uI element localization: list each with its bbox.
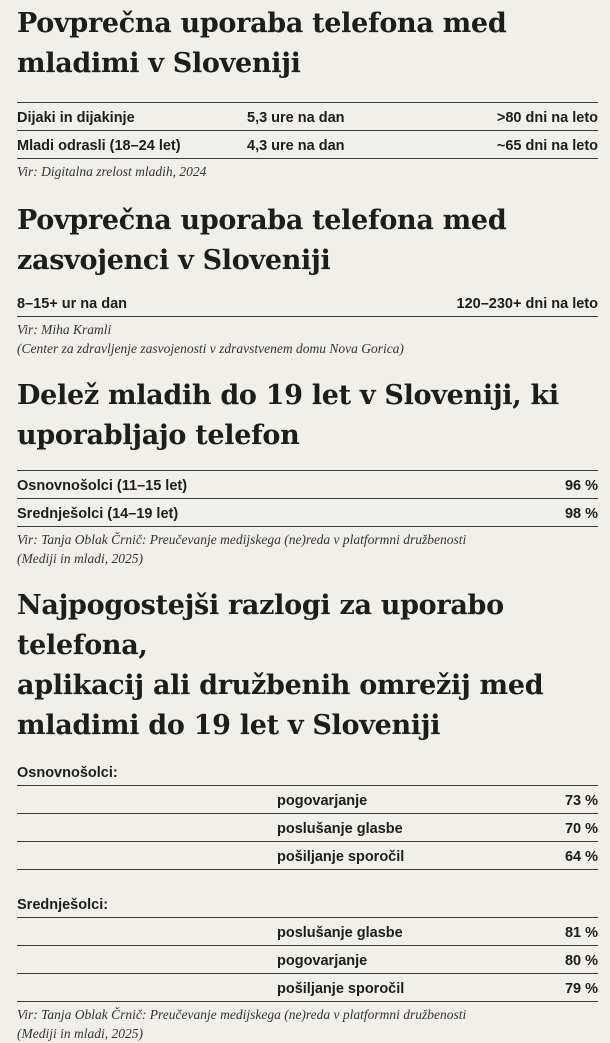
source-note	[17, 1005, 598, 1043]
source-note	[17, 320, 598, 358]
title-line: Povprečna uporaba telefona med	[17, 205, 507, 236]
row-label: Srednješolci (14–19 let)	[17, 506, 179, 522]
reason-value: 64 %	[564, 849, 598, 865]
title-line: Delež mladih do 19 let v Sloveniji, ki	[17, 380, 559, 411]
row-days: >80 dni na leto	[496, 110, 598, 126]
table-row	[17, 470, 598, 499]
source-line: Vir: Miha Kramli	[17, 322, 112, 337]
list-item	[17, 946, 598, 974]
list-item	[17, 786, 598, 814]
table-row	[17, 499, 598, 527]
source-note: Vir: Digitalna zrelost mladih, 2024	[17, 164, 207, 179]
reason-label: pogovarjanje	[277, 793, 368, 809]
source-line: Vir: Tanja Oblak Črnič: Preučevanje medijskega (ne)reda v platformni družbenosti	[17, 532, 467, 547]
title-line: zasvojenci v Sloveniji	[17, 245, 331, 276]
section-title	[17, 586, 598, 746]
reason-label: pošiljanje sporočil	[277, 981, 405, 997]
section-reasons	[17, 568, 598, 1043]
source-line: (Mediji in mladi, 2025)	[17, 551, 143, 566]
reason-value: 80 %	[564, 953, 598, 969]
row-days: ~65 dni na leto	[496, 138, 598, 154]
row-label: Dijaki in dijakinje	[17, 110, 135, 126]
row-value: 98 %	[564, 506, 598, 522]
list-item	[17, 814, 598, 842]
section-title	[17, 4, 598, 84]
row-value: 96 %	[564, 478, 598, 494]
group-heading: Osnovnošolci:	[17, 764, 598, 786]
row-label: Osnovnošolci (11–15 let)	[17, 478, 188, 494]
table-row	[17, 289, 598, 317]
list-item	[17, 974, 598, 1002]
title-line: mladimi do 19 let v Sloveniji	[17, 710, 441, 741]
section-title	[17, 376, 598, 456]
row-hours: 4,3 ure na dan	[247, 138, 345, 154]
table-row	[17, 102, 598, 131]
row-hours: 5,3 ure na dan	[247, 110, 345, 126]
title-line: aplikacij ali družbenih omrežij med	[17, 670, 544, 701]
title-line: Povprečna uporaba telefona med	[17, 8, 507, 39]
reason-label: pošiljanje sporočil	[277, 849, 405, 865]
section-phone-share	[17, 358, 598, 568]
section-title	[17, 201, 598, 281]
source-note	[17, 530, 598, 568]
reason-value: 70 %	[564, 821, 598, 837]
row-label: Mladi odrasli (18–24 let)	[17, 138, 181, 154]
section-youth-usage	[17, 0, 598, 181]
reason-label: poslušanje glasbe	[277, 925, 403, 941]
row-hours: 8–15+ ur na dan	[17, 296, 128, 312]
reason-label: pogovarjanje	[277, 953, 368, 969]
table-row	[17, 131, 598, 159]
reason-value: 81 %	[564, 925, 598, 941]
title-line: mladimi v Sloveniji	[17, 48, 301, 79]
reason-value: 79 %	[564, 981, 598, 997]
list-item	[17, 918, 598, 946]
title-line: uporabljajo telefon	[17, 420, 300, 451]
list-item	[17, 842, 598, 870]
section-addicts-usage	[17, 181, 598, 358]
source-line: Vir: Tanja Oblak Črnič: Preučevanje medijskega (ne)reda v platformni družbenosti	[17, 1007, 467, 1022]
reason-label: poslušanje glasbe	[277, 821, 403, 837]
source-line: (Mediji in mladi, 2025)	[17, 1026, 143, 1041]
row-days: 120–230+ dni na leto	[456, 296, 598, 312]
source-line: (Center za zdravljenje zasvojenosti v zdravstvenem domu Nova Gorica)	[17, 341, 404, 356]
reason-value: 73 %	[564, 793, 598, 809]
title-line: Najpogostejši razlogi za uporabo telefona,	[17, 590, 504, 661]
group-heading: Srednješolci:	[17, 896, 598, 918]
